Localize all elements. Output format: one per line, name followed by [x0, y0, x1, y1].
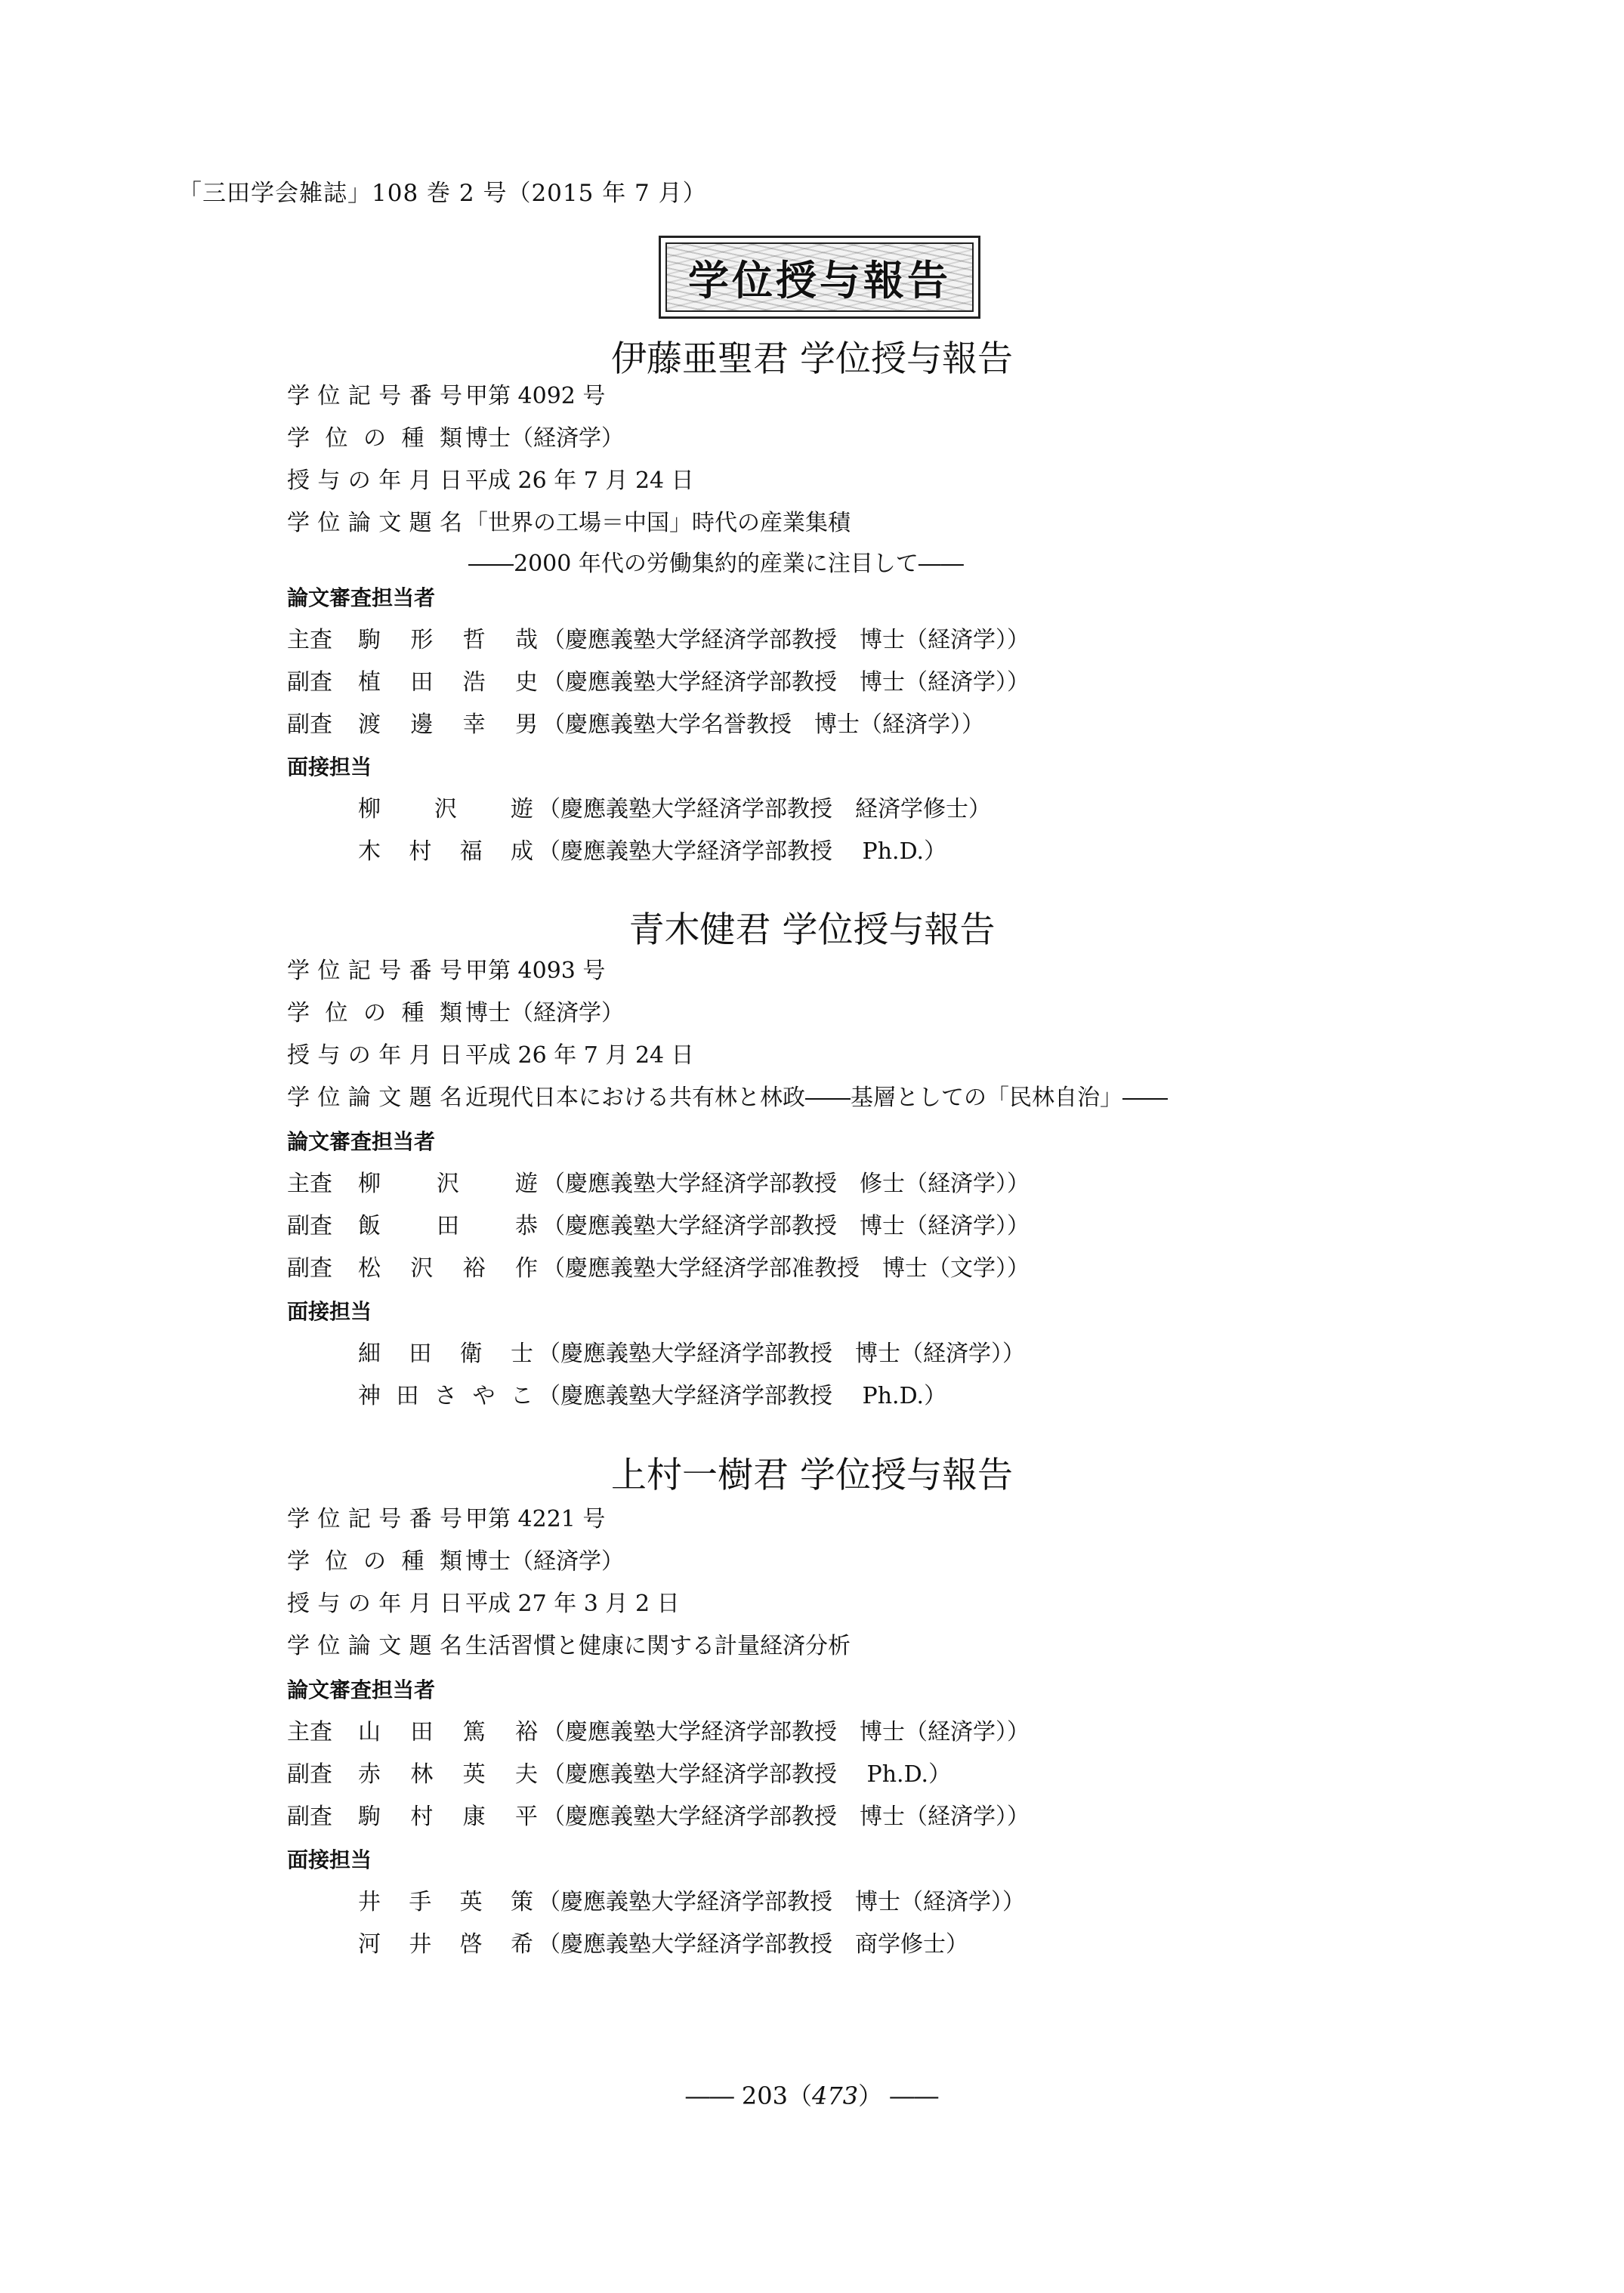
award-date-label: 授与の年月日: [287, 1042, 462, 1069]
interviewer-row: [358, 1887, 1025, 1918]
degree-type-value: 博士（経済学）: [465, 425, 624, 452]
award-date-value: 平成 26 年 7 月 24 日: [465, 468, 694, 494]
interviewer-affiliation: （慶應義塾大学経済学部教授 博士（経済学））: [538, 1889, 1025, 1915]
reviewer-affiliation: （慶應義塾大学経済学部教授 博士（経済学））: [542, 669, 1030, 696]
interviewer-name: 河井啓希: [358, 1931, 533, 1958]
reviewer-name: 赤林英夫: [358, 1761, 538, 1788]
reviewer-role: 主査: [287, 1719, 332, 1745]
reviewer-name: 植田浩史: [358, 669, 538, 696]
page-footer: [0, 2077, 1624, 2112]
degree-type-value: 博士（経済学）: [465, 1548, 624, 1575]
reviewer-name: 山田篤裕: [358, 1719, 538, 1745]
interviewer-affiliation: （慶應義塾大学経済学部教授 博士（経済学））: [538, 1341, 1025, 1367]
degree-type-value: 博士（経済学）: [465, 1000, 624, 1026]
reviewer-role: 副査: [287, 1761, 332, 1788]
reviewer-affiliation: （慶應義塾大学経済学部教授 修士（経済学））: [542, 1171, 1030, 1197]
degree-type-row: [287, 424, 624, 454]
reviewer-row: [287, 625, 1030, 656]
reviewer-name: 飯田恭: [358, 1213, 538, 1239]
interview-heading: 面接担当: [287, 1847, 372, 1872]
interviewer-name: 細田衛士: [358, 1341, 533, 1367]
reviewer-row: [287, 1169, 1030, 1199]
interviewer-affiliation: （慶應義塾大学経済学部教授 Ph.D.）: [538, 838, 947, 865]
degree-type-label: 学位の種類: [287, 425, 462, 452]
degree-number-row: [287, 381, 605, 412]
reviewer-affiliation: （慶應義塾大学経済学部教授 博士（経済学））: [542, 1719, 1030, 1745]
reviewer-role: 主査: [287, 1171, 332, 1197]
banner-pattern: [665, 242, 974, 312]
reviewer-row: [287, 1254, 1030, 1284]
thesis-title-row: [287, 508, 851, 539]
interviewer-affiliation: （慶應義塾大学経済学部教授 Ph.D.）: [538, 1383, 947, 1409]
degree-number-value: 甲第 4093 号: [465, 958, 606, 984]
original-page-number: 473: [812, 2082, 859, 2110]
degree-number-label: 学位記号番号: [287, 1506, 462, 1532]
reviewer-name: 松沢裕作: [358, 1255, 538, 1282]
award-date-row: [287, 1589, 680, 1619]
interviewer-affiliation: （慶應義塾大学経済学部教授 商学修士）: [538, 1931, 968, 1958]
reviewer-row: [287, 1802, 1030, 1832]
report-title: 伊藤亜聖君 学位授与報告: [611, 338, 1013, 380]
reviewer-row: [287, 1717, 1030, 1748]
interviewer-name: 井手英策: [358, 1889, 533, 1915]
interviewer-affiliation: （慶應義塾大学経済学部教授 経済学修士）: [538, 796, 991, 822]
degree-number-row: [287, 956, 605, 986]
reviewer-row: [287, 1760, 951, 1790]
section-banner: [659, 236, 980, 319]
reviewers-heading: 論文審査担当者: [287, 585, 436, 610]
reviewer-affiliation: （慶應義塾大学経済学部教授 博士（経済学））: [542, 1804, 1030, 1830]
reviewer-role: 副査: [287, 1255, 332, 1282]
footer-paren-open: （: [787, 2082, 812, 2110]
interviewer-row: [358, 1381, 946, 1412]
page-number: 203: [741, 2082, 788, 2110]
footer-dash-left: ――: [685, 2082, 734, 2110]
reviewer-role: 主査: [287, 627, 332, 653]
award-date-label: 授与の年月日: [287, 1591, 462, 1617]
thesis-subtitle: ――2000 年代の労働集約的産業に注目して――: [468, 551, 964, 577]
thesis-title-label: 学位論文題名: [287, 510, 462, 536]
degree-number-label: 学位記号番号: [287, 383, 462, 409]
reviewers-heading: 論文審査担当者: [287, 1677, 436, 1702]
thesis-title-row: [287, 1631, 851, 1662]
reviewer-role: 副査: [287, 669, 332, 696]
reviewer-name: 柳沢遊: [358, 1171, 538, 1197]
degree-number-value: 甲第 4221 号: [465, 1506, 606, 1532]
interview-heading: 面接担当: [287, 755, 372, 779]
footer-paren-close: ）: [858, 2082, 883, 2110]
reviewer-affiliation: （慶應義塾大学経済学部教授 Ph.D.）: [542, 1761, 952, 1788]
interviewer-row: [358, 837, 946, 867]
reviewer-row: [287, 668, 1030, 698]
thesis-title-value: 近現代日本における共有林と林政――基層としての「民林自治」――: [465, 1085, 1168, 1111]
reviewer-role: 副査: [287, 1213, 332, 1239]
reviewer-row: [287, 1211, 1030, 1242]
degree-number-value: 甲第 4092 号: [465, 383, 606, 409]
reviewer-role: 副査: [287, 711, 332, 738]
reviewer-name: 渡邊幸男: [358, 711, 538, 738]
journal-header: 「三田学会雑誌」108 巻 2 号（2015 年 7 月）: [178, 180, 707, 207]
degree-type-row: [287, 1547, 624, 1577]
reviewer-role: 副査: [287, 1804, 332, 1830]
award-date-value: 平成 26 年 7 月 24 日: [465, 1042, 694, 1069]
reviewer-affiliation: （慶應義塾大学経済学部教授 博士（経済学））: [542, 627, 1030, 653]
reviewer-name: 駒形哲哉: [358, 627, 538, 653]
reviewer-affiliation: （慶應義塾大学名誉教授 博士（経済学））: [542, 711, 984, 738]
thesis-title-label: 学位論文題名: [287, 1633, 462, 1659]
interviewer-row: [358, 795, 991, 825]
reviewer-name: 駒村康平: [358, 1804, 538, 1830]
award-date-row: [287, 466, 694, 496]
interviewer-name: 木村福成: [358, 838, 533, 865]
interviewer-row: [358, 1930, 968, 1960]
interview-heading: 面接担当: [287, 1299, 372, 1324]
thesis-title-label: 学位論文題名: [287, 1085, 462, 1111]
degree-type-label: 学位の種類: [287, 1548, 462, 1575]
interviewer-name: 柳沢遊: [358, 796, 533, 822]
banner-title: 学位授与報告: [688, 256, 951, 304]
degree-type-label: 学位の種類: [287, 1000, 462, 1026]
reviewer-row: [287, 710, 984, 740]
reviewer-affiliation: （慶應義塾大学経済学部教授 博士（経済学））: [542, 1213, 1030, 1239]
report-title: 上村一樹君 学位授与報告: [611, 1455, 1013, 1496]
reviewer-affiliation: （慶應義塾大学経済学部准教授 博士（文学））: [542, 1255, 1030, 1282]
degree-type-row: [287, 998, 624, 1029]
award-date-row: [287, 1041, 694, 1071]
thesis-title-row: [287, 1083, 1168, 1113]
degree-number-label: 学位記号番号: [287, 958, 462, 984]
degree-number-row: [287, 1504, 605, 1535]
award-date-label: 授与の年月日: [287, 468, 462, 494]
report-title: 青木健君 学位授与報告: [628, 909, 996, 951]
footer-dash-right: ――: [890, 2082, 939, 2110]
reviewers-heading: 論文審査担当者: [287, 1129, 436, 1154]
thesis-title-value: 生活習慣と健康に関する計量経済分析: [465, 1633, 851, 1659]
award-date-value: 平成 27 年 3 月 2 日: [465, 1591, 680, 1617]
thesis-title-value: 「世界の工場＝中国」時代の産業集積: [465, 510, 851, 536]
interviewer-row: [358, 1339, 1025, 1369]
interviewer-name: 神田さやこ: [358, 1383, 533, 1409]
